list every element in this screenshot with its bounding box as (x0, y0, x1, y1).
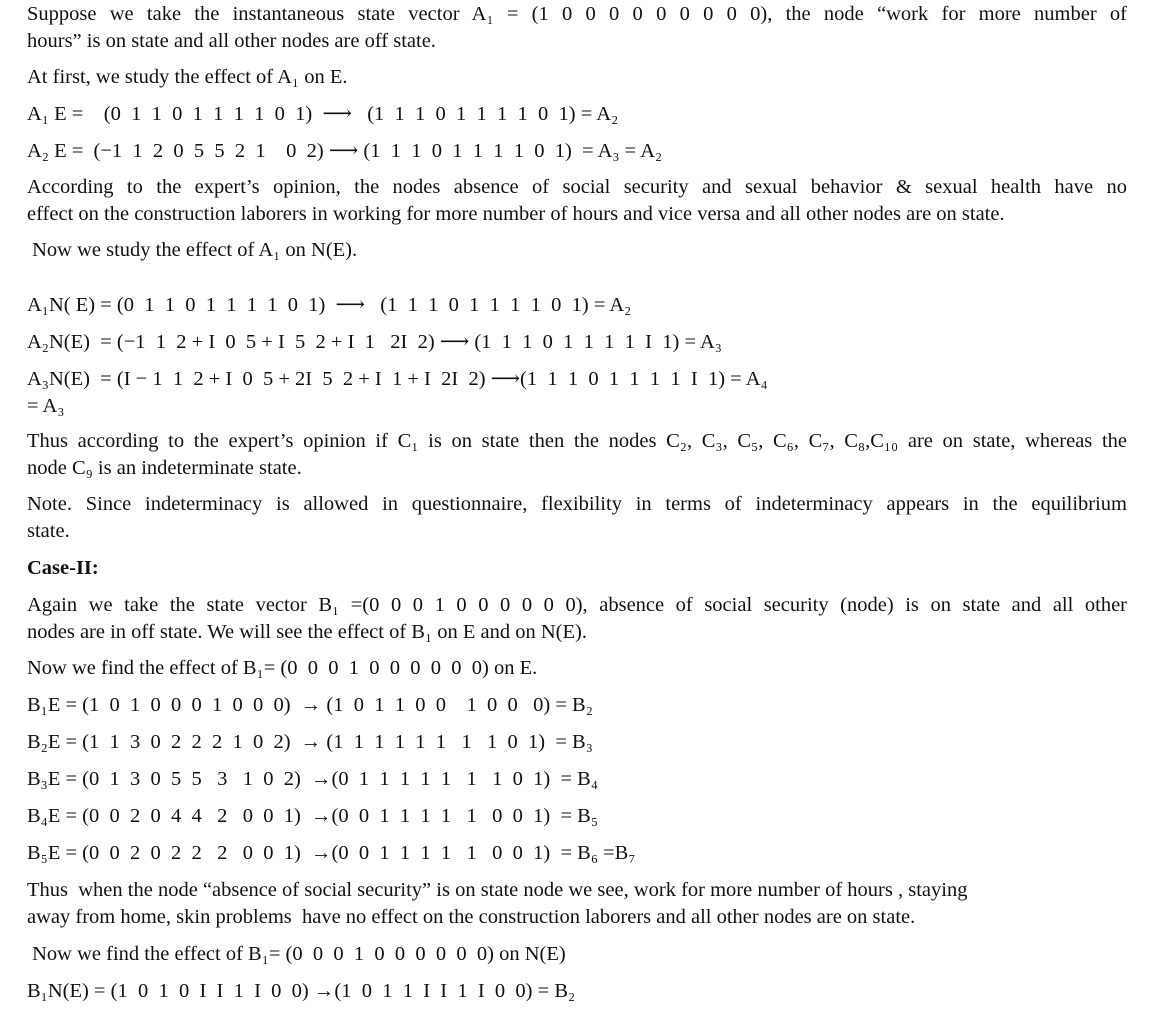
note-line-1: Note. Since indeterminacy is allowed in questionnaire, flexibility in terms of indeterminacy appears in the equilibrium (27, 493, 1127, 515)
expert-opinion-line-2: effect on the construction laborers in working for more number of hours and vice versa and all other nodes are on state. (27, 203, 1005, 225)
equation-b1-e: B₁E = (1 0 1 0 0 0 1 0 0 0) → (1 0 1 1 0 0 1 0 0 0) = B₂ (27, 694, 593, 716)
equation-a2-ne: A₂N(E) = (−1 1 2 + I 0 5 + I 5 2 + I 1 2I 2) ⟶ (1 1 1 0 1 1 1 1 I 1) = A₃ (27, 331, 722, 353)
equation-a3-ne-result: = A₃ (27, 395, 65, 417)
study-a1-e-text: At first, we study the effect of A₁ on E. (27, 66, 348, 88)
intro-paragraph-line-1: Suppose we take the instantaneous state vector A₁ = (1 0 0 0 0 0 0 0 0 0), the node “work for more number of (27, 3, 1127, 25)
intro-paragraph-line-2: hours” is on state and all other nodes are off state. (27, 30, 436, 52)
equation-b2-e: B₂E = (1 1 3 0 2 2 2 1 0 2) → (1 1 1 1 1 1 1 1 0 1) = B₃ (27, 731, 593, 753)
conclusion-2-line-2: away from home, skin problems have no effect on the construction laborers and all other nodes are on state. (27, 906, 916, 928)
expert-opinion-line-1: According to the expert’s opinion, the nodes absence of social security and sexual behavior & sexual health have no (27, 176, 1127, 198)
case-ii-intro-line-2: nodes are in off state. We will see the effect of B₁ on E and on N(E). (27, 621, 587, 643)
case-ii-heading: Case-II: (27, 557, 99, 579)
equation-a3-ne: A₃N(E) = (I − 1 1 2 + I 0 5 + 2I 5 2 + I 1 + I 2I 2) ⟶(1 1 1 0 1 1 1 1 I 1) = A₄ (27, 368, 768, 390)
conclusion-1-line-1: Thus according to the expert’s opinion if C₁ is on state then the nodes C₂, C₃, C₅, C₆, C₇, C₈,C₁₀ are on state, whereas the (27, 430, 1127, 452)
conclusion-2-line-1: Thus when the node “absence of social security” is on state node we see, work for more number of hours , staying (27, 879, 968, 901)
equation-a1-e: A₁ E = (0 1 1 0 1 1 1 1 0 1) ⟶ (1 1 1 0 1 1 1 1 0 1) = A₂ (27, 103, 619, 125)
equation-b4-e: B₄E = (0 0 2 0 4 4 2 0 0 1) →(0 0 1 1 1 1 1 0 0 1) = B₅ (27, 805, 598, 827)
study-a1-ne-text: Now we study the effect of A₁ on N(E). (27, 239, 358, 261)
case-ii-intro-line-1: Again we take the state vector B₁ =(0 0 0 1 0 0 0 0 0 0), absence of social security (node) is on state and all other (27, 594, 1127, 616)
study-b1-ne-text: Now we find the effect of B₁= (0 0 0 1 0 0 0 0 0 0) on N(E) (27, 943, 566, 965)
equation-b3-e: B₃E = (0 1 3 0 5 5 3 1 0 2) →(0 1 1 1 1 1 1 1 0 1) = B₄ (27, 768, 598, 790)
note-line-2: state. (27, 520, 70, 542)
equation-b5-e: B₅E = (0 0 2 0 2 2 2 0 0 1) →(0 0 1 1 1 1 1 0 0 1) = B₆ =B₇ (27, 842, 636, 864)
conclusion-1-line-2: node C₉ is an indeterminate state. (27, 457, 302, 479)
study-b1-e-text: Now we find the effect of B₁= (0 0 0 1 0 0 0 0 0 0) on E. (27, 657, 538, 679)
equation-a2-e: A₂ E = (−1 1 2 0 5 5 2 1 0 2) ⟶ (1 1 1 0 1 1 1 1 0 1) = A₃ = A₂ (27, 140, 663, 162)
equation-a1-ne: A₁N( E) = (0 1 1 0 1 1 1 1 0 1) ⟶ (1 1 1 0 1 1 1 1 0 1) = A₂ (27, 294, 632, 316)
equation-b1-ne: B₁N(E) = (1 0 1 0 I I 1 I 0 0) →(1 0 1 1 I I 1 I 0 0) = B₂ (27, 980, 576, 1002)
